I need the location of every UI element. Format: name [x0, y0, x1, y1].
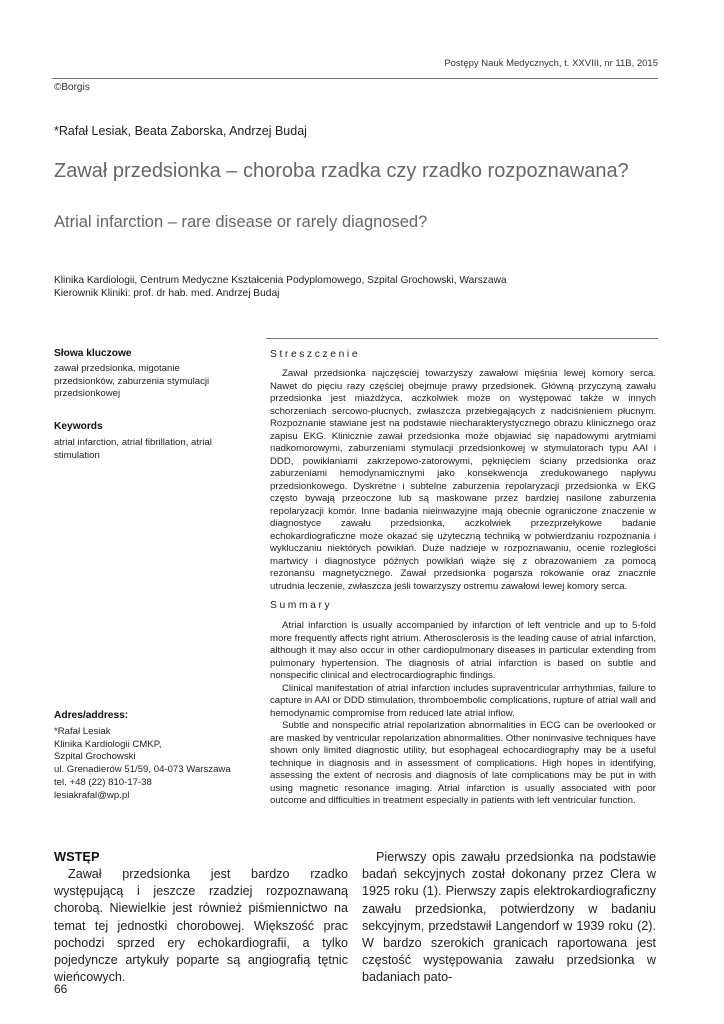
keywords-en-heading: Keywords	[54, 421, 103, 432]
body-paragraph: Zawał przedsionka jest bardzo rzadko występującą i jeszcze rzadziej rozpoznawaną chorobą. Niewielkie jest również piśmiennictwo na temat tej jednostki chorobowej. Większość prac pochodzi sprzed ery echokardiografii, a tylko pojedyncze artykuły poparte są angiografią tętnic wieńcowych.	[54, 867, 348, 985]
abstract-en-heading: Summary	[270, 600, 333, 611]
affiliation-line: Klinika Kardiologii, Centrum Medyczne Kształcenia Podyplomowego, Szpital Grochowski, Warszawa	[54, 275, 507, 286]
affiliation	[54, 274, 507, 300]
abstract-paragraph: Subtle and nonspecific atrial repolarization abnormalities in ECG can be overlooked or are masked by ventricular repolarization abnormalities. Other noninvasive techniques have shown only limited diagnostic utility, but esophageal echocardiography may be a useful technique in diagnosis and in assessment of complications. High hopes in identifying, assessing the extent of necrosis and diagnosis of late complications may be put in with using magnetic resonance imaging. Atrial infarction is usually associated with poor outcome and difficulties in treatment especially in patients with left ventricular function.	[270, 720, 656, 806]
keywords-line: stimulation	[54, 449, 100, 461]
abstract-paragraph: Zawał przedsionka najczęściej towarzyszy zawałowi mięśnia lewej komory serca. Nawet do pięciu razy częściej obejmuje prawy przedsionek. Główną przyczyną zawału przedsionka jest miażdżyca, aczkolwiek może on występować także w innych schorzeniach sercowo-płucnych, zwłaszcza przebiegających z nadciśnieniem płucnym. Rozpoznanie stawiane jest na podstawie niecharakterystycznego obrazu klinicznego oraz zapisu EKG. Klinicznie zawał przedsionka może objawiać się napadowymi arytmiami nadkomorowymi, zaburzeniami stymulacji przedsionkowej w stymulatorach typu AAI i DDD, powikłaniami zakrzepowo-zatorowymi, pęknięciem ściany przedsionka oraz zaburzeniami hemodynamicznymi jako konsekwencja zredukowanego napływu przedsionkowego. Dyskretne i subtelne zaburzenia repolaryzacji przedsionka w EKG często bywają przeoczone lub są maskowane przez bardziej nasilone zaburzenia repolaryzacji komór. Inne badania nieinwazyjne mają obecnie ograniczone znaczenie w diagnostyce zawału przedsionka, aczkolwiek przezprzełykowe badanie echokardiograficzne może okazać się użyteczną techniką w potwierdzaniu rozpoznania i wykluczaniu niektórych powikłań. Duże nadzieje w rozpoznawaniu, ocenie rozległości martwicy i diagnostyce późnych powikłań wiąże się z obrazowaniem za pomocą rezonansu magnetycznego. Zawał przedsionka pogarsza rokowanie oraz znacznie utrudnia leczenie, zwłaszcza jeśli towarzyszy ostremu zawałowi lewej komory serca.	[270, 368, 656, 592]
keywords-line: zawał przedsionka, migotanie	[54, 363, 180, 374]
address-block	[54, 726, 264, 802]
header-rule	[52, 78, 658, 79]
title-english: Atrial infarction – rare disease or rarely diagnosed?	[54, 213, 428, 231]
address-line: Klinika Kardiologii CMKP,	[54, 738, 162, 750]
address-line: *Rafał Lesiak	[54, 726, 111, 737]
abstract-paragraph: Clinical manifestation of atrial infarction includes supraventricular arrhythmias, failure to capture in AAI or DDD stimulation, thromboembolic complications, rupture of atrial wall and hemodynamic compromise from reduced late atrial inflow.	[270, 682, 656, 719]
keywords-pl-heading: Słowa kluczowe	[54, 348, 132, 359]
keywords-en	[54, 437, 254, 462]
page-number: 66	[54, 982, 68, 996]
body-paragraph: Pierwszy opis zawału przedsionka na podstawie badań sekcyjnych został dokonany przez Clera w 1925 roku (1). Pierwszy zapis elektrokardiograficzny zawału przedsionka, potwierdzony w badaniu sekcyjnym, przedstawił Langendorf w 1939 roku (2). W bardzo szerokich granicach raportowana jest częstość występowania zawału przedsionka w badaniach pato-	[362, 850, 656, 985]
abstract-pl-heading: Streszczenie	[270, 349, 361, 360]
journal-citation: Postępy Nauk Medycznych, t. XXVIII, nr 11B, 2015	[444, 58, 658, 69]
abstract-paragraph: Atrial infarction is usually accompanied by infarction of left ventricle and up to 5-fold more frequently affects right atrium. Atherosclerosis is the leading cause of atrial infarction, although it may also occur in other cardiopulmonary diseases in particular extending from pulmonary hypertension. The diagnosis of atrial infarction is based on subtle and nonspecific clinical and electrocardiographic findings.	[270, 620, 656, 681]
intro-heading: WSTĘP	[54, 849, 100, 864]
keywords-line: przedsionkowej	[54, 388, 121, 400]
body-column-left	[54, 866, 348, 986]
keywords-line: przedsionków, zaburzenia stymulacji	[54, 375, 210, 387]
keywords-pl	[54, 363, 254, 401]
body-column-right	[362, 849, 656, 987]
affiliation-line: Kierownik Kliniki: prof. dr hab. med. Andrzej Budaj	[54, 288, 280, 299]
authors: *Rafał Lesiak, Beata Zaborska, Andrzej Budaj	[54, 124, 307, 138]
address-line: tel. +48 (22) 810-17-38	[54, 776, 152, 788]
title-polish: Zawał przedsionka – choroba rzadka czy rzadko rozpoznawana?	[54, 160, 629, 182]
abstract-en	[270, 620, 656, 808]
publisher-mark: ©Borgis	[54, 82, 90, 93]
abstract-rule	[266, 338, 658, 339]
abstract-pl	[270, 368, 656, 593]
address-heading: Adres/address:	[54, 710, 129, 721]
keywords-line: atrial infarction, atrial fibrillation, atrial	[54, 437, 212, 448]
address-line: Szpital Grochowski	[54, 751, 136, 763]
address-line: ul. Grenadierów 51/59, 04-073 Warszawa	[54, 764, 231, 776]
address-line: lesiakrafal@wp.pl	[54, 789, 130, 801]
